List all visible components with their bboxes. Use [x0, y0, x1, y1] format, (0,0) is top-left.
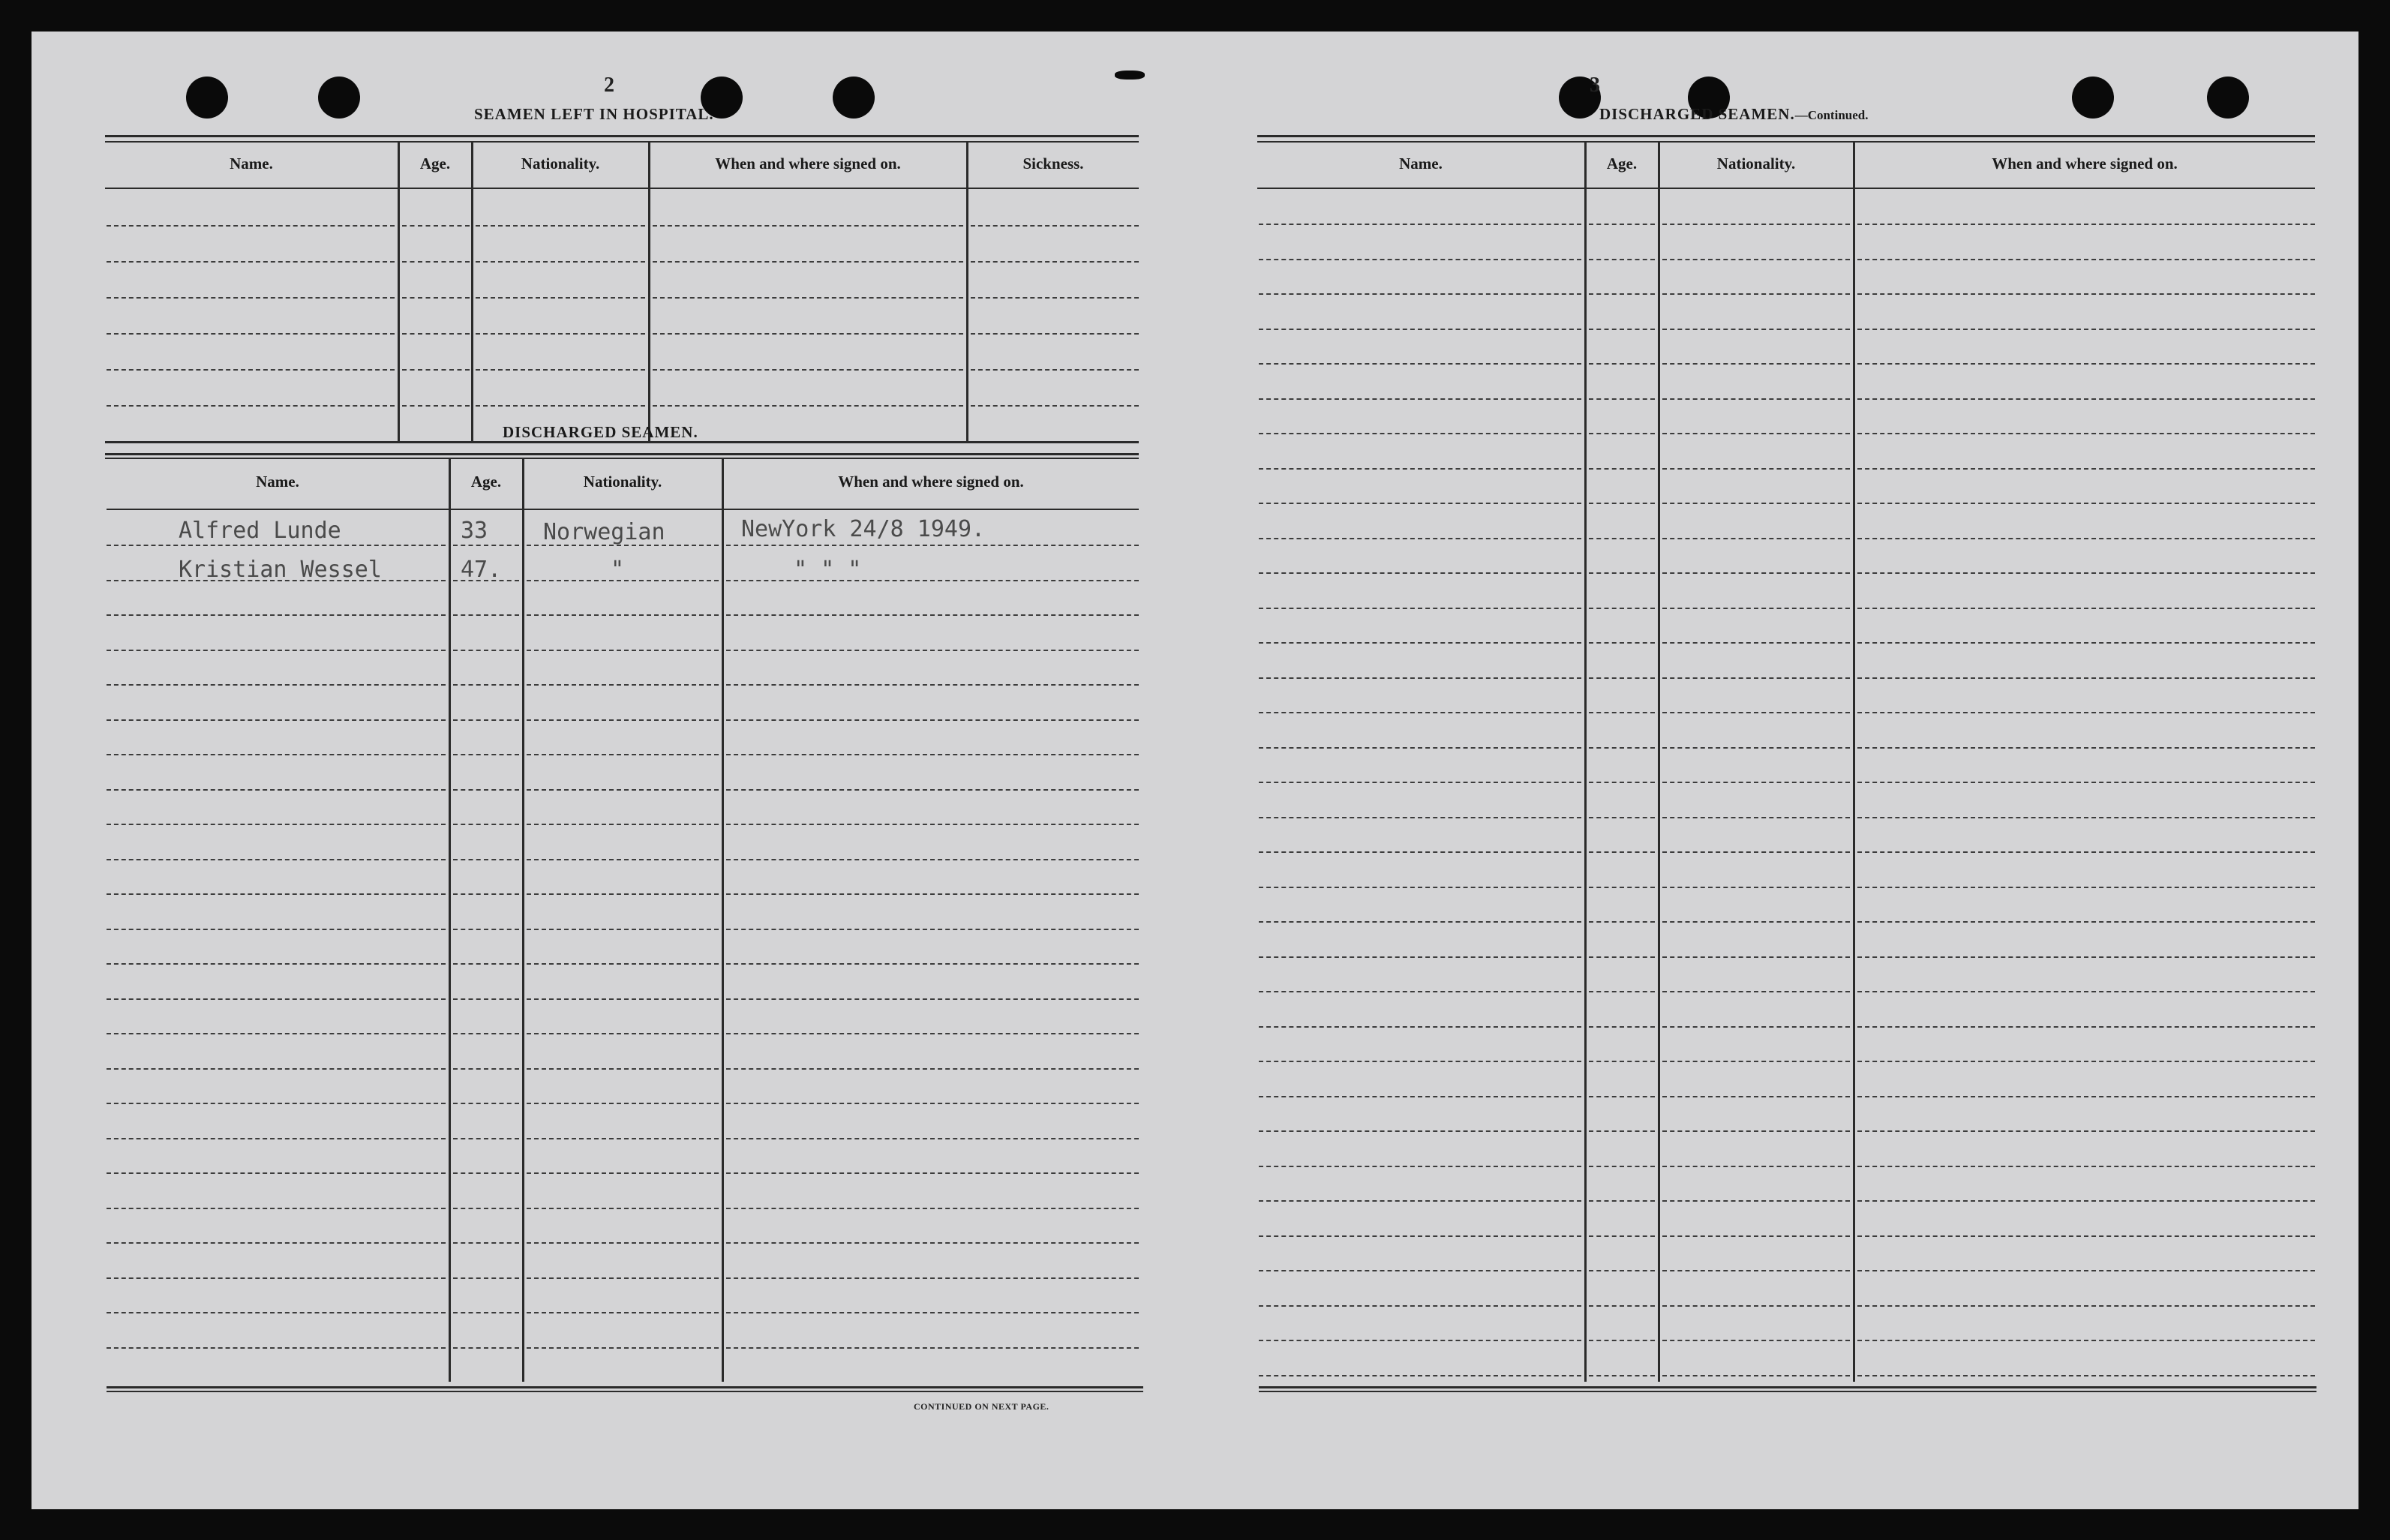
ruled-line — [453, 893, 519, 895]
ruled-line — [1662, 329, 1850, 330]
ruled-line — [107, 789, 446, 791]
ruled-line — [527, 1033, 719, 1034]
ruled-line — [1589, 712, 1655, 713]
hospital-section-title: SEAMEN LEFT IN HOSPITAL. — [474, 105, 714, 123]
ruled-line — [971, 225, 1139, 227]
ruled-line — [1857, 572, 2315, 574]
ruled-line — [726, 719, 1139, 721]
ruled-line — [726, 614, 1139, 616]
ruled-line — [1259, 1166, 1581, 1167]
seaman-signed-on: NewYork 24/8 1949. — [741, 516, 986, 542]
ruled-line — [1589, 538, 1655, 539]
title-suffix: —Continued. — [1794, 108, 1869, 122]
ruled-line — [107, 1172, 446, 1174]
ruled-line — [726, 1068, 1139, 1070]
ruled-line — [1259, 363, 1581, 365]
ruled-line — [1589, 468, 1655, 470]
ruled-line — [453, 1068, 519, 1070]
ruled-line — [971, 297, 1139, 299]
ruled-line — [1259, 259, 1581, 260]
ruled-line — [1589, 224, 1655, 225]
ruled-line — [1259, 1130, 1581, 1132]
ruled-line — [1259, 572, 1581, 574]
ruled-line — [1589, 329, 1655, 330]
ruled-line — [476, 369, 645, 371]
ruled-line — [653, 225, 963, 227]
ruled-line — [402, 405, 470, 407]
ruled-line — [1662, 363, 1850, 365]
ruled-line — [1589, 782, 1655, 783]
ruled-line — [726, 824, 1139, 825]
ruled-line — [527, 998, 719, 1000]
ruled-line — [1259, 817, 1581, 818]
ruled-line — [1857, 956, 2315, 958]
ruled-line — [107, 929, 446, 930]
ruled-line — [726, 545, 1139, 546]
ruled-line — [1857, 433, 2315, 434]
ruled-line — [1662, 1061, 1850, 1062]
ruled-line — [1259, 293, 1581, 295]
ruled-line — [476, 297, 645, 299]
seaman-nationality: Norwegian — [543, 519, 665, 545]
page-number-left: 2 — [604, 74, 614, 97]
ruled-line — [1857, 1061, 2315, 1062]
punch-hole — [2207, 77, 2249, 119]
ruled-line — [107, 650, 446, 651]
ruled-line — [402, 225, 470, 227]
ruled-line — [107, 333, 395, 335]
ruled-line — [1662, 851, 1850, 853]
ruled-line — [453, 614, 519, 616]
ruled-line — [1589, 1130, 1655, 1132]
ruled-line — [1662, 1200, 1850, 1202]
ruled-line — [1589, 887, 1655, 888]
ruled-line — [726, 1138, 1139, 1139]
hospital-col-sickness: Sickness. — [1022, 155, 1084, 173]
ruled-line — [1857, 468, 2315, 470]
ruled-line — [1259, 887, 1581, 888]
ruled-line — [107, 1138, 446, 1139]
ruled-line — [1857, 642, 2315, 644]
ruled-line — [1259, 329, 1581, 330]
ruled-line — [453, 998, 519, 1000]
ruled-line — [1662, 433, 1850, 434]
ruled-line — [527, 1312, 719, 1313]
ruled-line — [1589, 642, 1655, 644]
ruled-line — [1589, 1270, 1655, 1271]
ruled-line — [107, 998, 446, 1000]
ruled-line — [1662, 1166, 1850, 1167]
ruled-line — [726, 1172, 1139, 1174]
ruled-line — [1662, 1270, 1850, 1271]
ruled-line — [1589, 503, 1655, 504]
ruled-line — [726, 684, 1139, 686]
ruled-line — [453, 1277, 519, 1279]
ruled-line — [726, 1312, 1139, 1313]
ruled-line — [1259, 608, 1581, 609]
ruled-line — [1589, 851, 1655, 853]
ruled-line — [453, 789, 519, 791]
ruled-line — [527, 963, 719, 965]
ruled-line — [1857, 712, 2315, 713]
ruled-line — [726, 998, 1139, 1000]
ruled-line — [1259, 538, 1581, 539]
ruled-line — [1259, 921, 1581, 923]
ruled-line — [453, 1208, 519, 1209]
ruled-line — [107, 1033, 446, 1034]
ruled-line — [1589, 608, 1655, 609]
ruled-line — [107, 1208, 446, 1209]
ruled-line — [653, 297, 963, 299]
ruled-line — [453, 963, 519, 965]
ruled-line — [1662, 503, 1850, 504]
ruled-line — [476, 405, 645, 407]
right-col-nationality: Nationality. — [1716, 155, 1796, 173]
ruled-line — [1259, 1305, 1581, 1307]
ruled-line — [1589, 747, 1655, 749]
ruled-line — [1259, 956, 1581, 958]
ruled-line — [971, 405, 1139, 407]
ruled-line — [1857, 259, 2315, 260]
ruled-line — [653, 405, 963, 407]
discharged-col-signed-on: When and where signed on. — [838, 473, 1024, 491]
seaman-age: 33 — [461, 518, 488, 544]
ruled-line — [476, 333, 645, 335]
ruled-line — [107, 859, 446, 860]
ruled-line — [1259, 1026, 1581, 1028]
ruled-line — [1662, 224, 1850, 225]
ruled-line — [1259, 1340, 1581, 1341]
ruled-line — [527, 1068, 719, 1070]
ruled-line — [107, 614, 446, 616]
ruled-line — [1857, 1166, 2315, 1167]
ruled-line — [107, 1277, 446, 1279]
ruled-line — [1259, 1061, 1581, 1062]
ruled-line — [1662, 991, 1850, 992]
ruled-line — [1662, 747, 1850, 749]
ruled-line — [453, 824, 519, 825]
ruled-line — [1662, 1375, 1850, 1376]
ruled-line — [1259, 398, 1581, 400]
ruled-line — [1259, 851, 1581, 853]
ruled-line — [1662, 572, 1850, 574]
ruled-line — [1857, 782, 2315, 783]
ruled-line — [1662, 782, 1850, 783]
ruled-line — [1662, 921, 1850, 923]
ruled-line — [971, 261, 1139, 263]
hospital-col-nationality: Nationality. — [521, 155, 600, 173]
ruled-line — [1259, 642, 1581, 644]
ruled-line — [527, 1242, 719, 1244]
ruled-line — [1589, 1096, 1655, 1097]
ruled-line — [107, 684, 446, 686]
ruled-line — [453, 859, 519, 860]
ruled-line — [1259, 782, 1581, 783]
ruled-line — [1662, 1026, 1850, 1028]
punch-hole — [833, 77, 875, 119]
ruled-line — [1857, 503, 2315, 504]
ruled-line — [1662, 887, 1850, 888]
discharged-col-age: Age. — [470, 473, 502, 491]
ruled-line — [527, 859, 719, 860]
ruled-line — [1662, 677, 1850, 679]
ruled-line — [1857, 1340, 2315, 1341]
ruled-line — [1589, 991, 1655, 992]
ruled-line — [453, 1242, 519, 1244]
ruled-line — [1662, 398, 1850, 400]
ruled-line — [1589, 956, 1655, 958]
ruled-line — [1857, 817, 2315, 818]
ruled-line — [1857, 1375, 2315, 1376]
ruled-line — [453, 1312, 519, 1313]
ruled-line — [1857, 1305, 2315, 1307]
ruled-line — [971, 333, 1139, 335]
ruled-line — [1662, 468, 1850, 470]
ruled-line — [1589, 293, 1655, 295]
ruled-line — [726, 893, 1139, 895]
ruled-line — [527, 614, 719, 616]
ruled-line — [1589, 363, 1655, 365]
ruled-line — [1662, 817, 1850, 818]
ruled-line — [1589, 1061, 1655, 1062]
punch-hole — [186, 77, 228, 119]
ruled-line — [107, 1068, 446, 1070]
ruled-line — [1662, 956, 1850, 958]
ruled-line — [107, 405, 395, 407]
discharged-col-nationality: Nationality. — [583, 473, 662, 491]
ruled-line — [1259, 1200, 1581, 1202]
ruled-line — [453, 684, 519, 686]
ruled-line — [1857, 293, 2315, 295]
ruled-line — [527, 719, 719, 721]
ruled-line — [453, 929, 519, 930]
ruled-line — [476, 261, 645, 263]
right-col-name: Name. — [1399, 155, 1443, 173]
ruled-line — [527, 754, 719, 755]
ruled-line — [1259, 747, 1581, 749]
ruled-line — [1259, 991, 1581, 992]
ruled-line — [1662, 1340, 1850, 1341]
ruled-line — [527, 650, 719, 651]
discharged-section-title: DISCHARGED SEAMEN. — [503, 423, 698, 441]
hospital-col-signed-on: When and where signed on. — [715, 155, 901, 173]
ruled-line — [971, 369, 1139, 371]
right-col-age: Age. — [1606, 155, 1638, 173]
ruled-line — [1857, 1235, 2315, 1237]
ruled-line — [453, 754, 519, 755]
ruled-line — [1662, 608, 1850, 609]
ruled-line — [726, 859, 1139, 860]
ruled-line — [1857, 538, 2315, 539]
ruled-line — [107, 1103, 446, 1104]
ruled-line — [1662, 1096, 1850, 1097]
ruled-line — [107, 963, 446, 965]
ruled-line — [453, 719, 519, 721]
right-col-signed-on: When and where signed on. — [1992, 155, 2178, 173]
continued-note: CONTINUED ON NEXT PAGE. — [914, 1401, 1049, 1412]
ruled-line — [726, 1242, 1139, 1244]
ruled-line — [1589, 398, 1655, 400]
ruled-line — [1589, 1235, 1655, 1237]
ruled-line — [107, 1347, 446, 1349]
ruled-line — [402, 369, 470, 371]
ruled-line — [1857, 608, 2315, 609]
ruled-line — [402, 261, 470, 263]
ruled-line — [726, 789, 1139, 791]
ruled-line — [1259, 1235, 1581, 1237]
ruled-line — [107, 1312, 446, 1313]
ruled-line — [1589, 433, 1655, 434]
ruled-line — [107, 369, 395, 371]
ruled-line — [726, 1208, 1139, 1209]
ruled-line — [1662, 538, 1850, 539]
ruled-line — [1259, 433, 1581, 434]
ruled-line — [1857, 1026, 2315, 1028]
ruled-line — [1589, 572, 1655, 574]
ruled-line — [1857, 851, 2315, 853]
ruled-line — [107, 545, 446, 546]
seaman-age: 47. — [461, 557, 502, 583]
ruled-line — [1589, 1026, 1655, 1028]
ruled-line — [1662, 1305, 1850, 1307]
ruled-line — [1259, 468, 1581, 470]
ink-smudge — [1115, 71, 1145, 80]
ruled-line — [527, 1172, 719, 1174]
ruled-line — [107, 754, 446, 755]
ruled-line — [107, 225, 395, 227]
ruled-line — [1857, 747, 2315, 749]
discharged-continued-title — [1599, 105, 1868, 124]
ruled-line — [1589, 921, 1655, 923]
ruled-line — [1589, 1375, 1655, 1376]
title-main: DISCHARGED SEAMEN. — [1599, 105, 1795, 123]
ruled-line — [453, 650, 519, 651]
ruled-line — [1589, 1305, 1655, 1307]
seaman-nationality: " — [611, 557, 625, 583]
seaman-name: Kristian Wessel — [179, 557, 382, 583]
ruled-line — [453, 545, 519, 546]
ruled-line — [107, 824, 446, 825]
ruled-line — [1857, 398, 2315, 400]
ruled-line — [527, 1347, 719, 1349]
ruled-line — [1259, 224, 1581, 225]
ruled-line — [1662, 712, 1850, 713]
seaman-signed-on: " " " — [794, 557, 862, 583]
ruled-line — [1857, 363, 2315, 365]
hospital-col-name: Name. — [230, 155, 273, 173]
ruled-line — [107, 1242, 446, 1244]
ruled-line — [1589, 677, 1655, 679]
ruled-line — [726, 1033, 1139, 1034]
ruled-line — [1259, 677, 1581, 679]
ruled-line — [1857, 1270, 2315, 1271]
ruled-line — [527, 1208, 719, 1209]
ruled-line — [107, 261, 395, 263]
ruled-line — [527, 893, 719, 895]
ruled-line — [1857, 677, 2315, 679]
ruled-line — [527, 824, 719, 825]
ruled-line — [402, 333, 470, 335]
ruled-line — [726, 1347, 1139, 1349]
ruled-line — [1589, 259, 1655, 260]
ruled-line — [1857, 991, 2315, 992]
discharged-col-name: Name. — [256, 473, 299, 491]
ruled-line — [107, 893, 446, 895]
ruled-line — [107, 297, 395, 299]
ruled-line — [1857, 887, 2315, 888]
ruled-line — [1589, 1200, 1655, 1202]
ruled-line — [726, 580, 1139, 581]
ruled-line — [527, 1277, 719, 1279]
ruled-line — [653, 369, 963, 371]
ruled-line — [1259, 712, 1581, 713]
ruled-line — [1857, 921, 2315, 923]
ruled-line — [453, 1033, 519, 1034]
ruled-line — [1259, 1096, 1581, 1097]
ruled-line — [1857, 1096, 2315, 1097]
ruled-line — [527, 1138, 719, 1139]
ruled-line — [726, 929, 1139, 930]
ruled-line — [1259, 1270, 1581, 1271]
ruled-line — [527, 1103, 719, 1104]
ruled-line — [1589, 817, 1655, 818]
ruled-line — [453, 1172, 519, 1174]
ruled-line — [1589, 1340, 1655, 1341]
ruled-line — [1662, 1235, 1850, 1237]
seaman-name: Alfred Lunde — [179, 518, 341, 544]
ruled-line — [653, 261, 963, 263]
ruled-line — [1259, 503, 1581, 504]
ruled-line — [726, 963, 1139, 965]
ruled-line — [527, 929, 719, 930]
ruled-line — [1662, 642, 1850, 644]
ruled-line — [653, 333, 963, 335]
ruled-line — [726, 1103, 1139, 1104]
ruled-line — [1662, 259, 1850, 260]
ruled-line — [1259, 1375, 1581, 1376]
ruled-line — [107, 719, 446, 721]
ruled-line — [726, 650, 1139, 651]
ruled-line — [453, 1138, 519, 1139]
ruled-line — [402, 297, 470, 299]
ruled-line — [527, 684, 719, 686]
ruled-line — [1857, 224, 2315, 225]
page-number-right: 3 — [1590, 74, 1600, 97]
punch-hole — [2072, 77, 2114, 119]
ruled-line — [726, 754, 1139, 755]
ruled-line — [1589, 1166, 1655, 1167]
ruled-line — [476, 225, 645, 227]
ruled-line — [1662, 1130, 1850, 1132]
ruled-line — [1857, 329, 2315, 330]
hospital-col-age: Age. — [419, 155, 451, 173]
ruled-line — [453, 1103, 519, 1104]
punch-hole — [318, 77, 360, 119]
ruled-line — [726, 1277, 1139, 1279]
ruled-line — [1857, 1130, 2315, 1132]
ruled-line — [1857, 1200, 2315, 1202]
manifest-sheet — [32, 32, 2358, 1509]
ruled-line — [527, 789, 719, 791]
ruled-line — [1662, 293, 1850, 295]
ruled-line — [453, 1347, 519, 1349]
